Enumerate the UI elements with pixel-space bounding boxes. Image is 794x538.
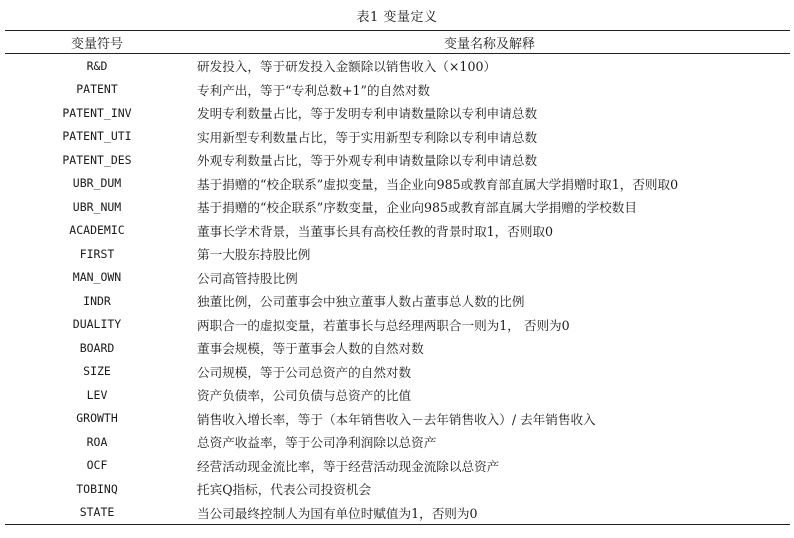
variable-definition: 基于捐赠的“校企联系”虚拟变量，当企业向985或教育部直属大学捐赠时取1，否则取0	[197, 176, 679, 192]
table-row	[5, 219, 790, 243]
table-row	[5, 78, 790, 102]
variable-symbol: OCF	[86, 458, 108, 473]
variable-definition: 两职合一的虚拟变量，若董事长与总经理两职合一则为1， 否则为0	[197, 317, 570, 333]
table-row	[5, 313, 790, 337]
variable-definition: 托宾Q指标，代表公司投资机会	[197, 482, 372, 498]
table-row	[5, 54, 790, 78]
table-row	[5, 195, 790, 219]
variable-definition-table	[5, 30, 790, 525]
variable-symbol: ROA	[86, 434, 108, 449]
table-row	[5, 360, 790, 384]
variable-definition: 研发投入，等于研发投入金额除以销售收入（×100）	[197, 59, 497, 75]
variable-definition: 当公司最终控制人为国有单位时赋值为1，否则为0	[197, 505, 478, 521]
variable-definition: 第一大股东持股比例	[197, 247, 311, 263]
table-row	[5, 289, 790, 313]
table-row	[5, 242, 790, 266]
variable-definition: 资产负债率，公司负债与总资产的比值	[197, 388, 412, 404]
variable-symbol: BOARD	[79, 340, 115, 355]
variable-symbol: UBR_NUM	[72, 199, 122, 214]
variable-symbol: FIRST	[79, 246, 115, 261]
variable-definition: 专利产出，等于“专利总数+1”的自然对数	[197, 82, 430, 98]
table-row	[5, 266, 790, 290]
variable-definition: 实用新型专利数量占比，等于实用新型专利除以专利申请总数	[197, 129, 538, 145]
variable-definition: 董事长学术背景，当董事长具有高校任教的背景时取1，否则取0	[197, 223, 554, 239]
variable-symbol: INDR	[83, 293, 111, 308]
variable-definition: 公司高管持股比例	[197, 270, 298, 286]
table-row	[5, 125, 790, 149]
variable-symbol: STATE	[79, 505, 115, 520]
header-symbol: 变量符号	[70, 36, 123, 52]
variable-symbol: PATENT_INV	[62, 105, 132, 120]
variable-symbol: TOBINQ	[76, 481, 118, 496]
variable-symbol: DUALITY	[72, 317, 122, 332]
table-row	[5, 383, 790, 407]
table-row	[5, 101, 790, 125]
variable-definition: 经营活动现金流比率，等于经营活动现金流除以总资产	[197, 458, 500, 474]
table-row	[5, 454, 790, 478]
table-row	[5, 172, 790, 196]
variable-symbol: ACADEMIC	[69, 223, 125, 238]
table-caption: 表1 变量定义	[356, 10, 438, 25]
variable-symbol: PATENT	[76, 82, 118, 97]
variable-symbol: UBR_DUM	[72, 176, 122, 191]
variable-definition: 独董比例，公司董事会中独立董事人数占董事总人数的比例	[197, 294, 525, 310]
header-definition: 变量名称及解释	[443, 36, 535, 52]
variable-definition: 发明专利数量占比，等于发明专利申请数量除以专利申请总数	[197, 106, 538, 122]
variable-symbol: PATENT_DES	[62, 152, 132, 167]
variable-definition: 销售收入增长率，等于（本年销售收入－去年销售收入）/ 去年销售收入	[197, 411, 596, 427]
table-header-row	[5, 31, 790, 54]
variable-definition: 董事会规模，等于董事会人数的自然对数	[197, 341, 424, 357]
variable-symbol: LEV	[86, 387, 108, 402]
variable-symbol: SIZE	[83, 364, 111, 379]
variable-symbol: R&D	[86, 58, 108, 73]
variable-definition: 基于捐赠的“校企联系”序数变量，企业向985或教育部直属大学捐赠的学校数目	[197, 200, 637, 216]
variable-symbol: PATENT_UTI	[62, 129, 132, 144]
variable-definition: 外观专利数量占比，等于外观专利申请数量除以专利申请总数	[197, 153, 538, 169]
table-row	[5, 477, 790, 501]
table-row	[5, 501, 790, 525]
table-row	[5, 407, 790, 431]
variable-definition: 总资产收益率，等于公司净利润除以总资产	[197, 435, 437, 451]
variable-symbol: GROWTH	[76, 411, 118, 426]
table-row	[5, 148, 790, 172]
variable-definition: 公司规模，等于公司总资产的自然对数	[197, 364, 412, 380]
table-row	[5, 430, 790, 454]
variable-symbol: MAN_OWN	[72, 270, 122, 285]
table-body	[5, 54, 790, 525]
table-row	[5, 336, 790, 360]
